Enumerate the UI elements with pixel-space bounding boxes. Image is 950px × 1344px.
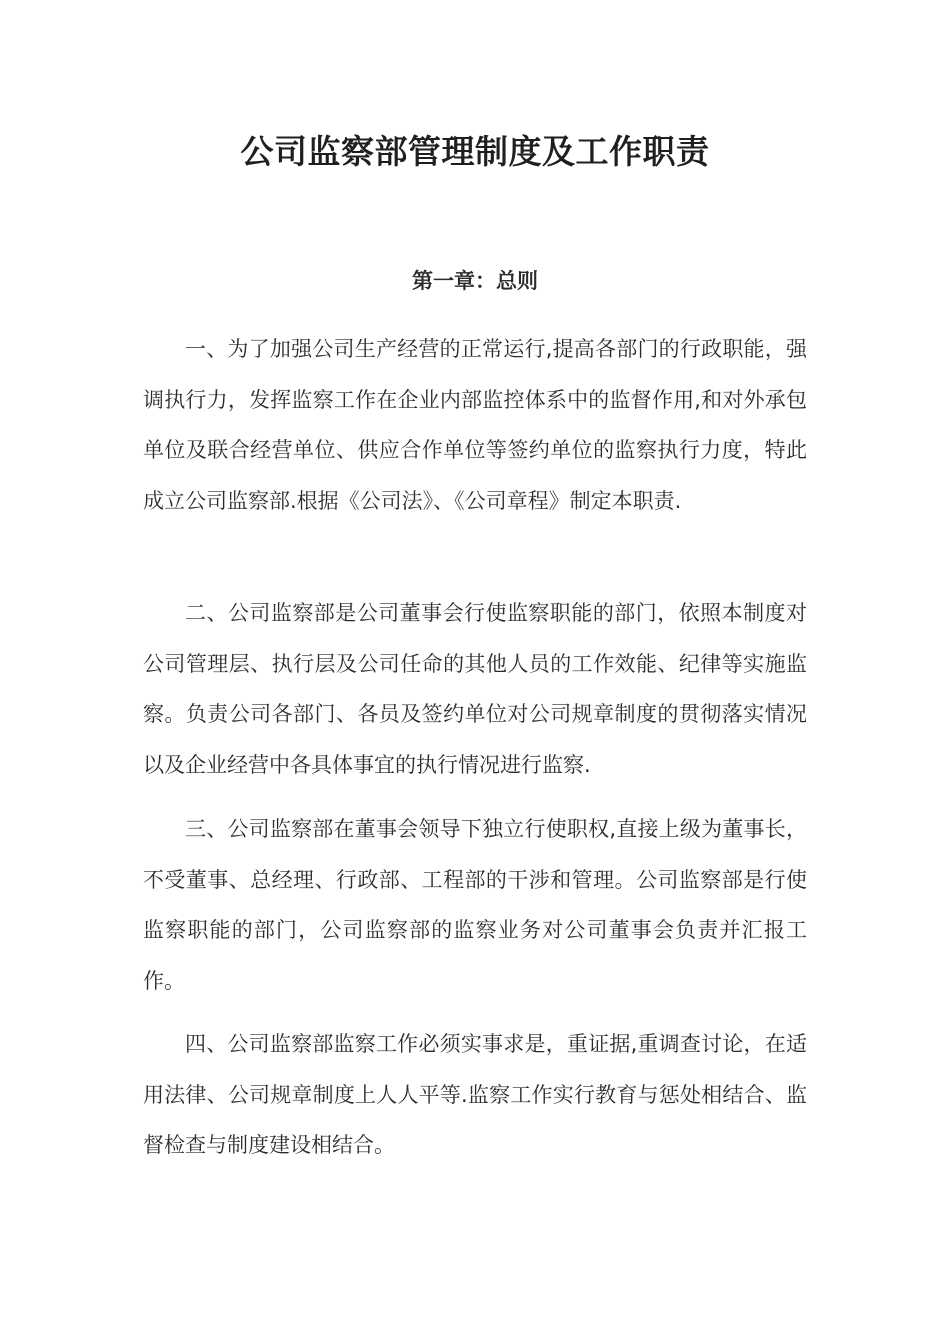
document-title: 公司监察部管理制度及工作职责 <box>240 132 710 171</box>
chapter-heading: 第一章：总则 <box>412 269 538 293</box>
paragraph-3: 三、公司监察部在董事会领导下独立行使职权,直接上级为董事长，不受董事、总经理、行政部、工程部的干涉和管理。公司监察部是行使监察职能的部门，公司监察部的监察业务对公司董事会负责并汇报工作。 <box>143 817 807 993</box>
paragraph-1: 一、为了加强公司生产经营的正常运行,提高各部门的行政职能，强调执行力，发挥监察工作在企业内部监控体系中的监督作用,和对外承包单位及联合经营单位、供应合作单位等签约单位的监察执行力度，特此成立公司监察部.根据《公司法》、《公司章程》制定本职责. <box>143 337 807 513</box>
paragraph-4: 四、公司监察部监察工作必须实事求是，重证据,重调查讨论，在适用法律、公司规章制度上人人平等.监察工作实行教育与惩处相结合、监督检查与制度建设相结合。 <box>143 1032 807 1157</box>
paragraph-2: 二、公司监察部是公司董事会行使监察职能的部门，依照本制度对公司管理层、执行层及公司任命的其他人员的工作效能、纪律等实施监察。负责公司各部门、各员及签约单位对公司规章制度的贯彻落实情况以及企业经营中各具体事宜的执行情况进行监察. <box>143 601 807 777</box>
